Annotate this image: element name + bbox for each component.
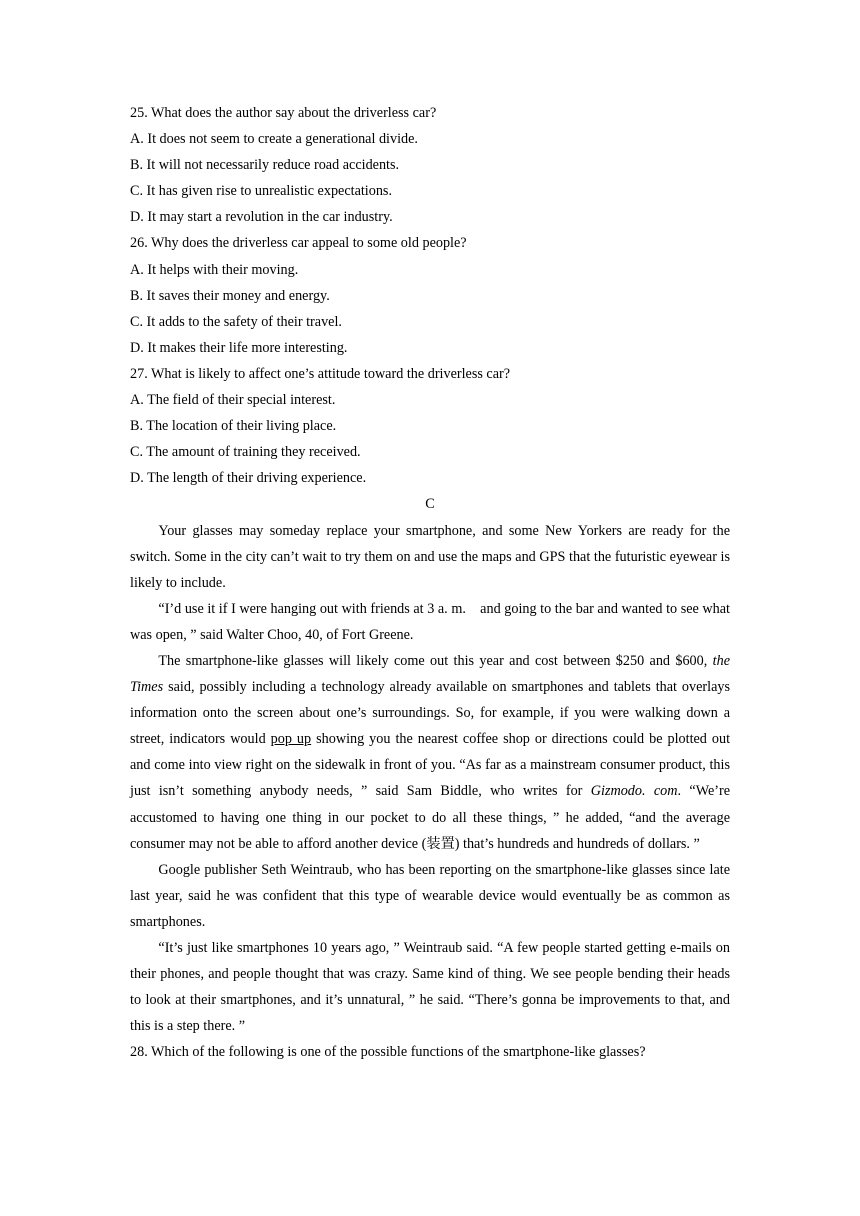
underlined-phrase: pop up xyxy=(270,731,312,748)
paragraph-text: showing you the nearest coffee shop or directions could be plotted out and come into view right on the sidewalk in front of you. “As far as a mainstream consumer product, this just isn’t something anybody needs, ” said Sam Biddle, who writes for xyxy=(130,731,731,800)
passage-paragraph-3 xyxy=(130,648,730,857)
option-b: B. It saves their money and energy. xyxy=(130,287,330,304)
option-a: A. The field of their special interest. xyxy=(130,392,336,409)
website-name: Gizmodo. com xyxy=(590,783,678,800)
question-26 xyxy=(130,230,730,360)
option-a: A. It does not seem to create a generational divide. xyxy=(130,131,418,148)
document-content xyxy=(130,100,730,1065)
question-stem: 27. What is likely to affect one’s attitude toward the driverless car? xyxy=(130,365,511,382)
paragraph-text: . “We’re accustomed to having one thing in our pocket to do all these things, ” he added, “and the average consumer may not be able to afford another device (装置) that’s hundreds and hundreds of dollars. ” xyxy=(130,783,730,852)
option-c: C. It has given rise to unrealistic expectations. xyxy=(130,183,393,200)
passage-paragraph-2: “I’d use it if I were hanging out with friends at 3 a. m. and going to the bar and wanted to see what was open, ” said Walter Choo, 40, of Fort Greene. xyxy=(130,600,730,643)
option-d: D. The length of their driving experience. xyxy=(130,470,367,487)
option-b: B. It will not necessarily reduce road accidents. xyxy=(130,157,400,174)
passage-paragraph-5: “It’s just like smartphones 10 years ago, ” Weintraub said. “A few people started getting e-mails on their phones, and people thought that was crazy. Same kind of thing. We see people bending their heads to look at their smartphones, and it’s unnatural, ” he said. “There’s gonna be improvements to that, and this is a step there. ” xyxy=(130,940,730,1035)
option-a: A. It helps with their moving. xyxy=(130,261,299,278)
section-heading: C xyxy=(425,496,435,513)
paragraph-text: The smartphone-like glasses will likely come out this year and cost between $250 and $600, xyxy=(158,652,713,669)
question-28-stem: 28. Which of the following is one of the possible functions of the smartphone-like glasses? xyxy=(130,1044,646,1061)
option-c: C. It adds to the safety of their travel. xyxy=(130,313,342,330)
question-stem: 26. Why does the driverless car appeal to some old people? xyxy=(130,235,467,252)
question-25 xyxy=(130,100,730,230)
passage-paragraph-4: Google publisher Seth Weintraub, who has been reporting on the smartphone-like glasses since late last year, said he was confident that this type of wearable device would eventually be as common as smartphones. xyxy=(130,861,730,930)
question-27 xyxy=(130,361,730,491)
question-stem: 25. What does the author say about the driverless car? xyxy=(130,105,437,121)
publication-name: the Times xyxy=(130,652,730,696)
option-d: D. It may start a revolution in the car industry. xyxy=(130,209,393,226)
option-b: B. The location of their living place. xyxy=(130,418,337,435)
passage-paragraph-1: Your glasses may someday replace your smartphone, and some New Yorkers are ready for the switch. Some in the city can’t wait to try them on and use the maps and GPS that the futuristic eyewear is likely to include. xyxy=(130,522,730,591)
option-d: D. It makes their life more interesting. xyxy=(130,339,348,356)
option-c: C. The amount of training they received. xyxy=(130,444,361,461)
paragraph-text: said, possibly including a technology already available on smartphones and tablets that overlays information onto the screen about one’s surroundings. So, for example, if you were walking down a street, indicators would xyxy=(130,679,730,748)
